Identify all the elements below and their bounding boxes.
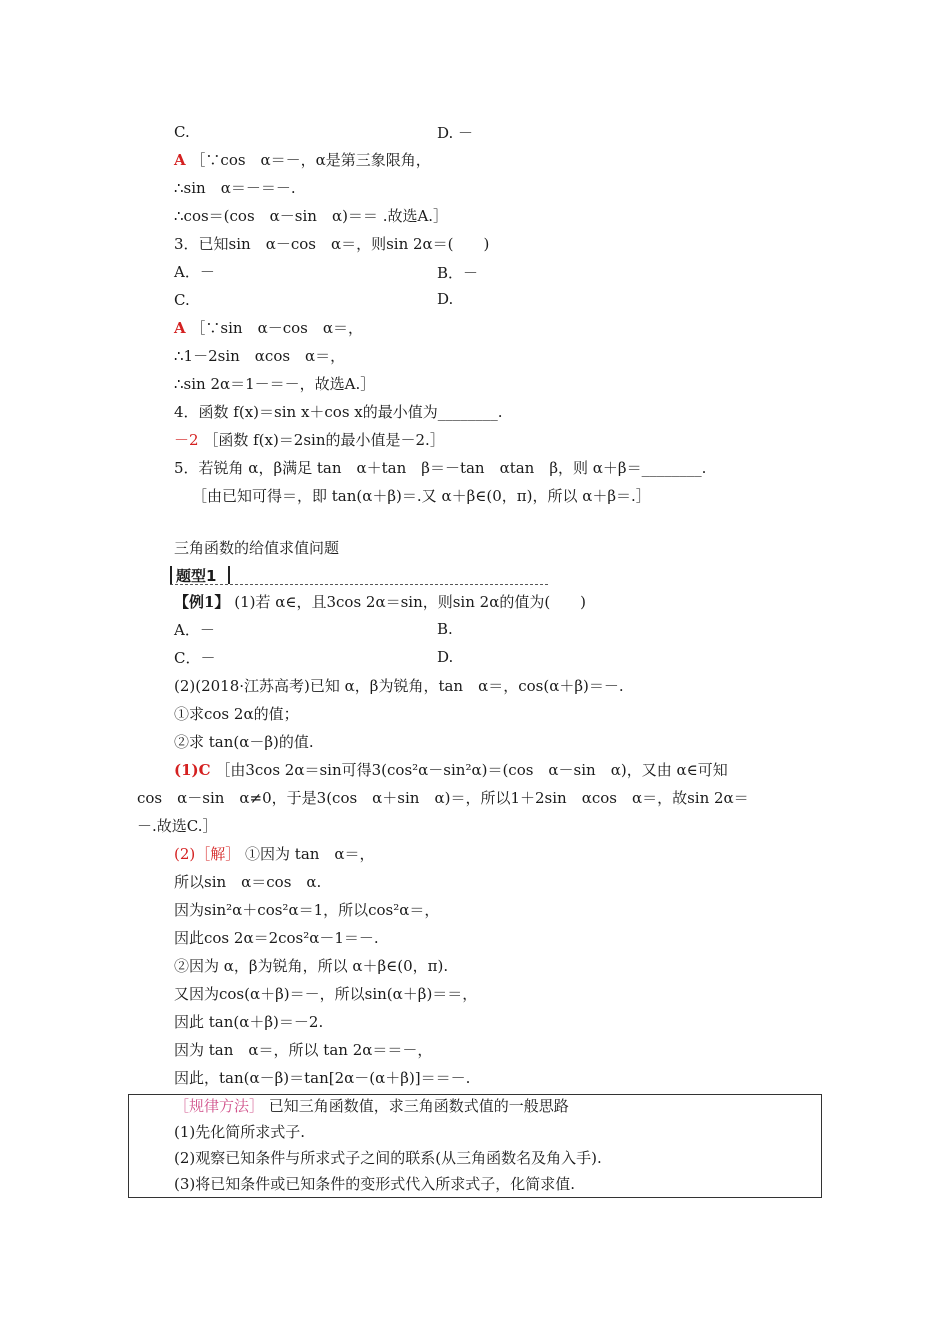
method-item-3: (3)将已知条件或已知条件的变形式代入所求式子，化简求值. <box>174 1175 576 1193</box>
method-header <box>174 1096 569 1116</box>
q5-answer: ［由已知可得＝，即 tan(α＋β)＝.又 α＋β∈(0，π)，所以 α＋β＝.］ <box>192 487 651 505</box>
q3-option-b: B．－ <box>437 264 479 282</box>
solution2-line8: 因为 tan α＝，所以 tan 2α＝＝－， <box>174 1041 433 1059</box>
solution2-line6: 又因为cos(α＋β)＝－，所以sin(α＋β)＝＝， <box>174 985 478 1003</box>
solution2-line3: 因为sin²α＋cos²α＝1，所以cos²α＝， <box>174 901 440 919</box>
solution2-line1 <box>174 844 375 864</box>
q3-answer-text: ［∵sin α－cos α＝， <box>190 319 363 337</box>
q2-option-c: C. <box>174 123 190 141</box>
solution1-label: (1)C <box>174 761 211 779</box>
q2-answer-text: ［∵cos α＝－，α是第三象限角， <box>190 151 431 169</box>
q5-stem: 5．若锐角 α，β满足 tan α＋tan β＝－tan αtan β，则 α＋β＝________. <box>174 459 707 477</box>
example1-part2-q2: ②求 tan(α－β)的值. <box>174 733 314 751</box>
q3-answer-letter: A <box>174 319 186 337</box>
method-item-2: (2)观察已知条件与所求式子之间的联系(从三角函数名及角入手). <box>174 1149 602 1167</box>
example1-part1-stem: (1)若 α∈，且3cos 2α＝sin，则sin 2α的值为( ) <box>234 593 587 611</box>
tixing-bar-left <box>170 566 172 584</box>
example1-part2-stem: (2)(2018·江苏高考)已知 α，β为锐角，tan α＝，cos(α＋β)＝－. <box>174 677 624 695</box>
q4-stem: 4．函数 f(x)＝sin x＋cos x的最小值为________. <box>174 403 503 421</box>
example1-part2-q1: ①求cos 2α的值； <box>174 705 299 723</box>
solution2-line2: 所以sin α＝cos α. <box>174 873 322 891</box>
q2-answer-line3: ∴cos＝(cos α－sin α)＝＝ .故选A.］ <box>174 207 449 225</box>
solution1-line1 <box>174 760 728 780</box>
q3-answer-line2: ∴1－2sin αcos α＝， <box>174 347 346 365</box>
tixing-header <box>170 566 548 585</box>
q3-answer-line3: ∴sin 2α＝1－＝－，故选A.］ <box>174 375 376 393</box>
q3-option-c: C. <box>174 291 190 309</box>
q3-option-d: D. <box>437 290 454 308</box>
solution1-line2: cos α－sin α≠0，于是3(cos α＋sin α)＝，所以1＋2sin αcos α＝，故sin 2α＝ <box>137 789 749 807</box>
q2-answer-line2: ∴sin α＝－＝－. <box>174 179 296 197</box>
q3-stem: 3．已知sin α－cos α＝，则sin 2α＝( ) <box>174 235 490 253</box>
tixing-label: 题型1 <box>176 567 217 585</box>
q4-answer-text: ［函数 f(x)＝2sin的最小值是－2.］ <box>203 431 445 449</box>
example1-part1 <box>174 592 586 612</box>
example1-option-b: B. <box>437 620 453 638</box>
method-label: ［规律方法］ <box>174 1097 265 1115</box>
solution2-text1: ①因为 tan α＝， <box>245 845 375 863</box>
solution2-label: (2)［解］ <box>174 845 241 863</box>
solution2-line4: 因此cos 2α＝2cos²α－1＝－. <box>174 929 379 947</box>
method-item-1: (1)先化简所求式子. <box>174 1123 306 1141</box>
q4-answer <box>174 430 445 450</box>
method-title: 已知三角函数值，求三角函数式值的一般思路 <box>268 1097 569 1115</box>
example1-option-d: D. <box>437 648 454 666</box>
example1-option-c: C．－ <box>174 649 216 667</box>
solution2-line9: 因此，tan(α－β)＝tan[2α－(α＋β)]＝＝－. <box>174 1069 471 1087</box>
q4-answer-value: －2 <box>174 431 199 449</box>
solution2-line5: ②因为 α，β为锐角，所以 α＋β∈(0，π). <box>174 957 449 975</box>
solution2-line7: 因此 tan(α＋β)＝－2. <box>174 1013 324 1031</box>
q3-option-a: A．－ <box>174 263 215 281</box>
tixing-bar-right <box>228 566 230 584</box>
q3-answer-line1 <box>174 318 363 338</box>
solution1-line3: －.故选C.］ <box>137 817 218 835</box>
solution1-text1: ［由3cos 2α＝sin可得3(cos²α－sin²α)＝(cos α－sin α)，又由 α∈可知 <box>215 761 728 779</box>
section-title: 三角函数的给值求值问题 <box>174 539 340 557</box>
q2-answer-letter: A <box>174 151 186 169</box>
q2-option-d: D. － <box>437 124 474 142</box>
q2-answer-line1 <box>174 150 431 170</box>
example1-option-a: A．－ <box>174 621 215 639</box>
example1-label: 【例1】 <box>174 593 230 611</box>
